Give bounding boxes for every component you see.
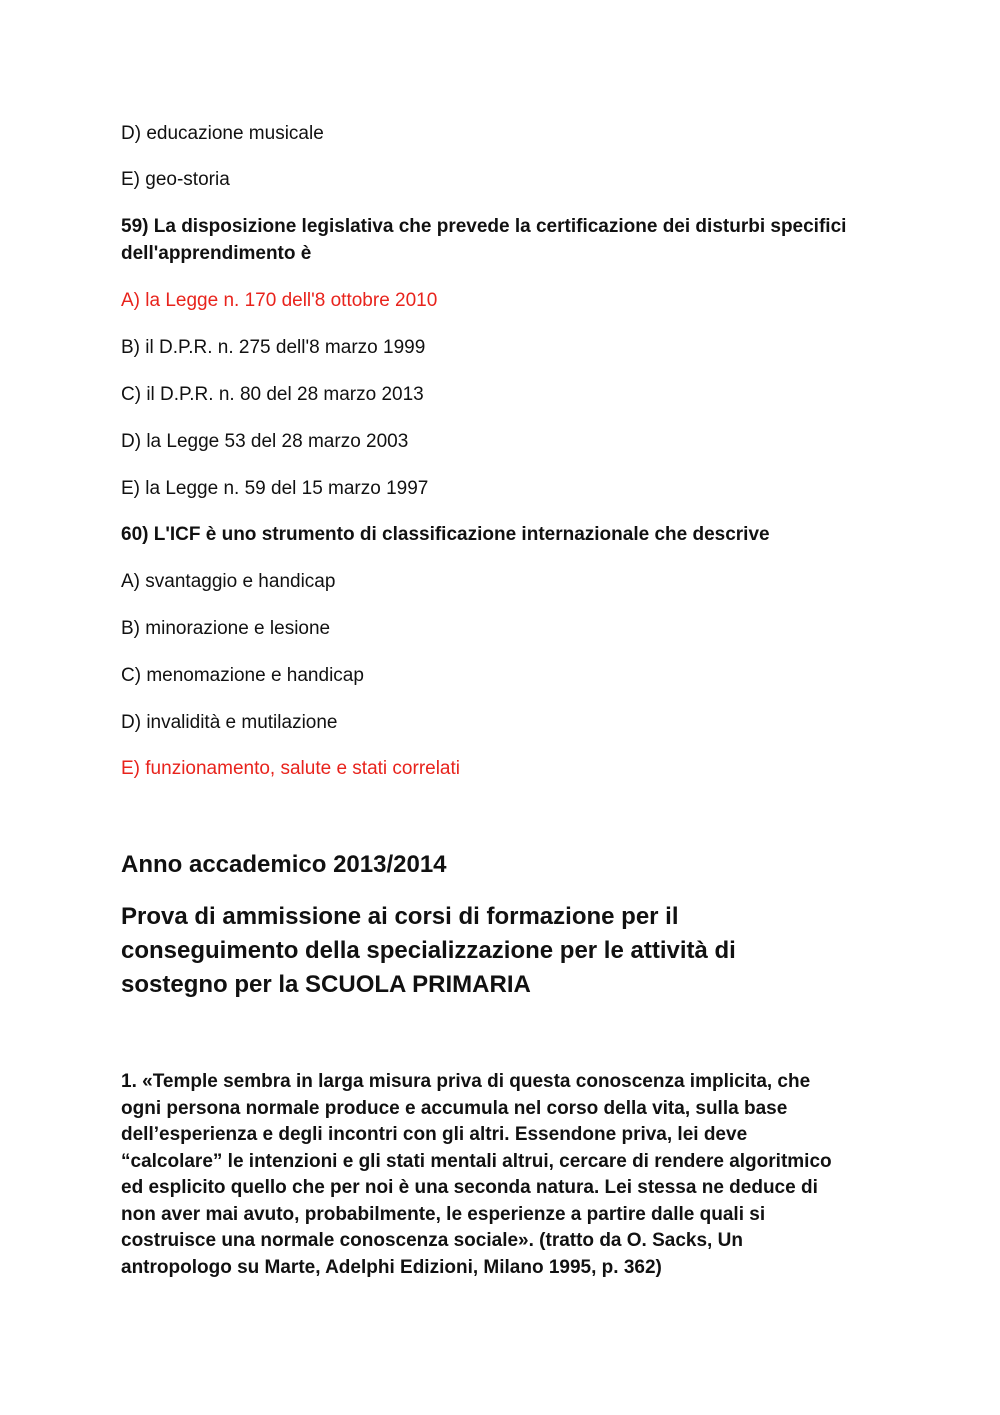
q59-option-a: A) la Legge n. 170 dell'8 ottobre 2010 bbox=[121, 290, 438, 311]
exam-title-line-2: conseguimento della specializzazione per le attività di bbox=[121, 937, 736, 964]
question-60: 60) L'ICF è uno strumento di classificazione internazionale che descrive bbox=[121, 524, 770, 545]
passage-line: “calcolare” le intenzioni e gli stati mentali altrui, cercare di rendere algoritmico bbox=[121, 1150, 832, 1172]
q59-option-b: B) il D.P.R. n. 275 dell'8 marzo 1999 bbox=[121, 337, 426, 358]
passage-line: ogni persona normale produce e accumula nel corso della vita, sulla base bbox=[121, 1097, 788, 1119]
academic-year-heading: Anno accademico 2013/2014 bbox=[121, 851, 447, 878]
q60-option-c: C) menomazione e handicap bbox=[121, 665, 364, 686]
q59-option-e: E) la Legge n. 59 del 15 marzo 1997 bbox=[121, 478, 429, 499]
q60-option-d: D) invalidità e mutilazione bbox=[121, 712, 338, 733]
passage-line: antropologo su Marte, Adelphi Edizioni, Milano 1995, p. 362) bbox=[121, 1256, 662, 1278]
exam-title-line-3: sostegno per la SCUOLA PRIMARIA bbox=[121, 971, 531, 998]
q59-option-c: C) il D.P.R. n. 80 del 28 marzo 2013 bbox=[121, 384, 424, 405]
q59-option-d: D) la Legge 53 del 28 marzo 2003 bbox=[121, 431, 409, 452]
option-d-prev: D) educazione musicale bbox=[121, 123, 324, 144]
passage-line: dell’esperienza e degli incontri con gli altri. Essendone priva, lei deve bbox=[121, 1124, 748, 1145]
q60-option-e: E) funzionamento, salute e stati correlati bbox=[121, 758, 461, 779]
passage-line: ed esplicito quello che per noi è una seconda natura. Lei stessa ne deduce di bbox=[121, 1177, 818, 1198]
question-1-passage bbox=[121, 1069, 891, 1281]
q60-option-a: A) svantaggio e handicap bbox=[121, 571, 336, 592]
passage-line: costruisce una normale conoscenza sociale». (tratto da O. Sacks, Un bbox=[121, 1230, 743, 1251]
option-e-prev: E) geo-storia bbox=[121, 169, 230, 190]
passage-line: non aver mai avuto, probabilmente, le esperienze a partire dalle quali si bbox=[121, 1203, 766, 1225]
question-59: 59) La disposizione legislativa che prevede la certificazione dei disturbi specifici dell'apprendimento è bbox=[121, 216, 847, 264]
q60-option-b: B) minorazione e lesione bbox=[121, 618, 331, 639]
exam-title-line-1: Prova di ammissione ai corsi di formazione per il bbox=[121, 903, 679, 930]
passage-line: 1. «Temple sembra in larga misura priva di questa conoscenza implicita, che bbox=[121, 1071, 811, 1092]
